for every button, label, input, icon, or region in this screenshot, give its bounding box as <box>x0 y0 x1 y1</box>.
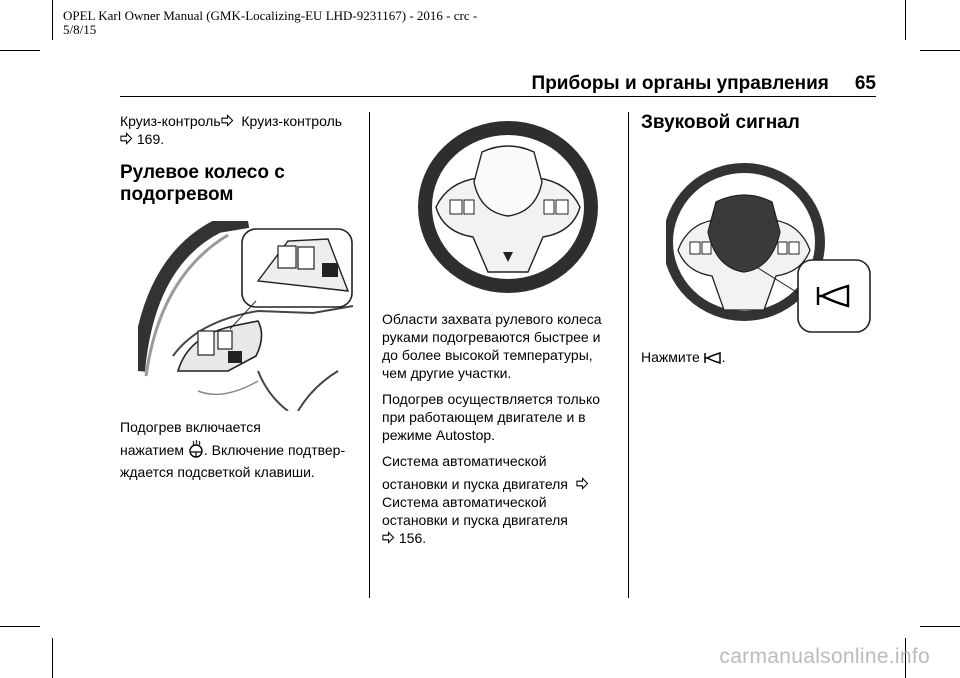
xref-paragraph <box>382 452 622 547</box>
text-line: до более высокой температуры, <box>382 347 593 363</box>
xref-arrow-icon <box>221 114 234 127</box>
horn-text <box>641 348 881 366</box>
heated-steering-wheel-icon <box>188 440 204 458</box>
heading-line: Рулевое колесо с <box>120 162 285 183</box>
column-3 <box>641 112 881 134</box>
crop-mark <box>52 638 53 678</box>
text-line: ждается подсветкой клавиши. <box>120 464 315 480</box>
xref-arrow-icon <box>120 132 133 145</box>
column-divider <box>628 112 629 598</box>
text-line <box>382 475 589 493</box>
heated-wheel-illustration <box>138 221 356 411</box>
text-line: руками подогреваются быстрее и <box>382 329 601 345</box>
text-line: при работающем двигателе и в <box>382 409 586 425</box>
xref-text: Круиз-контроль <box>120 113 221 129</box>
horn-icon <box>704 351 722 365</box>
text-fragment: нажатием <box>120 442 185 458</box>
text-fragment: Нажмите <box>641 349 700 365</box>
paragraph <box>382 390 622 444</box>
xref-link[interactable]: Система автоматической <box>382 494 547 510</box>
text-line: Области захвата рулевого колеса <box>382 311 602 327</box>
column-divider <box>369 112 370 598</box>
text-fragment: остановки и пуска двигателя <box>382 476 568 492</box>
xref-page[interactable]: 156. <box>398 530 427 546</box>
watermark: carmanualsonline.info <box>719 645 930 668</box>
section-heading <box>120 162 360 206</box>
xref-arrow-icon <box>576 477 589 490</box>
crop-mark <box>0 50 40 51</box>
xref-arrow-icon <box>382 531 395 544</box>
print-meta-line: 5/8/15 <box>63 22 97 37</box>
text-line: Система автоматической <box>382 453 547 469</box>
text-line <box>120 440 365 459</box>
print-meta <box>63 9 543 37</box>
heading-line: подогревом <box>120 184 234 205</box>
xref-link[interactable]: остановки и пуска двигателя <box>382 512 568 528</box>
crop-mark <box>0 626 40 627</box>
page-number: 65 <box>854 73 876 94</box>
running-header <box>532 73 876 95</box>
horn-illustration <box>666 162 874 336</box>
xref-page[interactable]: 169. <box>136 131 165 147</box>
paragraph <box>382 310 622 382</box>
print-meta-line: OPEL Karl Owner Manual (GMK-Localizing-EU LHD-9231167) - 2016 - crc - <box>63 8 478 23</box>
text-line: чем другие участки. <box>382 365 512 381</box>
text-fragment: . Включение подтвер- <box>203 442 346 458</box>
crop-mark <box>920 626 960 627</box>
section-heading: Звуковой сигнал <box>641 112 800 133</box>
column-2-text <box>382 310 622 555</box>
crop-mark <box>920 50 960 51</box>
text-fragment: . <box>721 349 726 365</box>
column-1 <box>120 112 360 206</box>
heated-wheel-text <box>120 418 365 481</box>
xref-link[interactable]: Круиз-контроль <box>241 113 343 129</box>
header-rule <box>120 96 876 97</box>
text-line: режиме Autostop. <box>382 427 496 443</box>
crop-mark <box>905 0 906 40</box>
crop-mark <box>52 0 53 40</box>
steering-wheel-illustration <box>408 112 608 300</box>
text-line: Подогрев осуществляется только <box>382 391 601 407</box>
section-title: Приборы и органы управления <box>531 73 829 94</box>
xref-paragraph <box>120 112 360 148</box>
text-line: Подогрев включается <box>120 419 261 435</box>
